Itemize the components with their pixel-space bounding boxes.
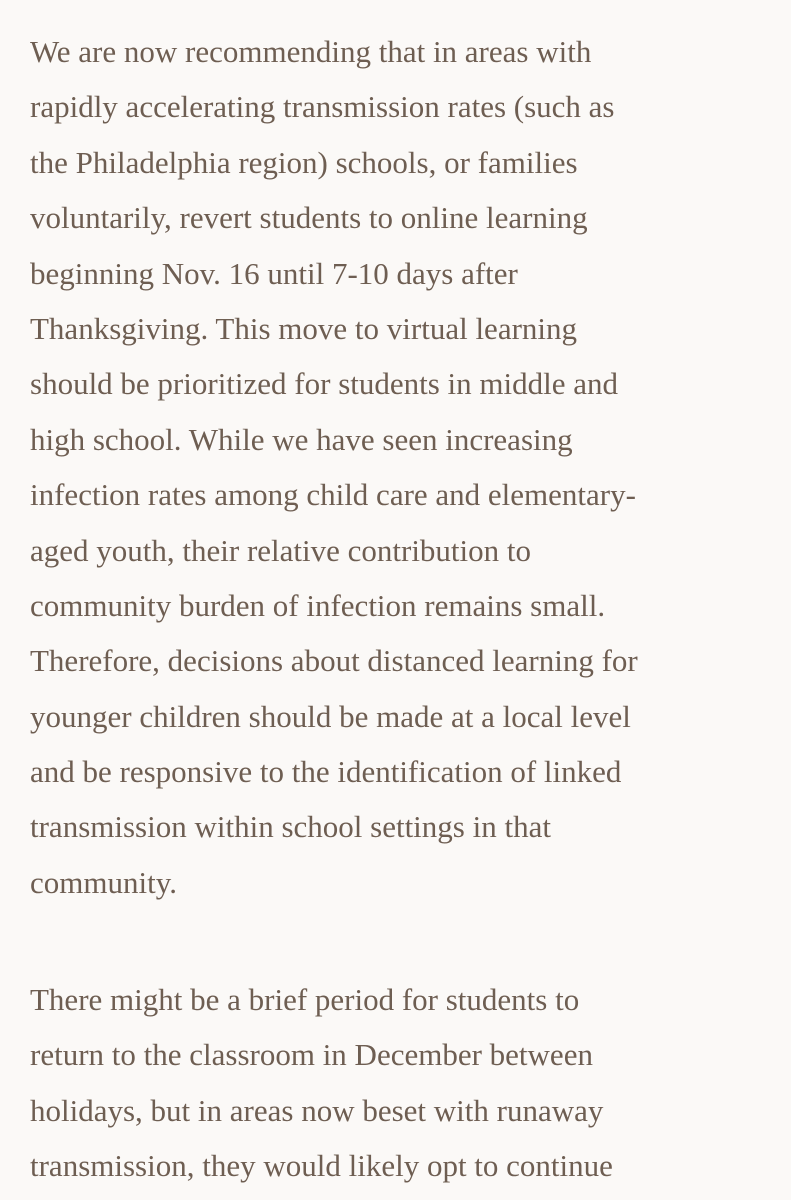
text-line: infection rates among child care and elementary-	[30, 477, 636, 513]
text-line: younger children should be made at a local level	[30, 698, 631, 734]
text-line: holidays, but in areas now beset with runaway	[30, 1092, 604, 1128]
text-line: Thanksgiving. This move to virtual learning	[30, 310, 578, 346]
paragraph-2	[30, 972, 613, 1194]
paragraph-1	[30, 24, 638, 910]
text-line: rapidly accelerating transmission rates (such as	[30, 89, 615, 125]
text-line: voluntarily, revert students to online learning	[30, 200, 588, 236]
text-line: the Philadelphia region) schools, or families	[30, 144, 578, 180]
text-line: community.	[30, 864, 177, 900]
text-line: and be responsive to the identification of linked	[30, 754, 622, 790]
text-line: beginning Nov. 16 until 7-10 days after	[30, 255, 518, 291]
text-line: transmission within school settings in that	[30, 809, 551, 845]
text-line: should be prioritized for students in middle and	[30, 366, 619, 402]
text-line: There might be a brief period for students to	[30, 982, 580, 1017]
text-line: return to the classroom in December between	[30, 1037, 593, 1073]
text-line: We are now recommending that in areas with	[30, 34, 592, 69]
text-line: community burden of infection remains small.	[30, 587, 606, 623]
text-line: aged youth, their relative contribution to	[30, 532, 532, 568]
text-line: high school. While we have seen increasing	[30, 421, 573, 457]
text-line: Therefore, decisions about distanced learning for	[30, 643, 638, 679]
text-line: transmission, they would likely opt to continue	[30, 1148, 613, 1184]
